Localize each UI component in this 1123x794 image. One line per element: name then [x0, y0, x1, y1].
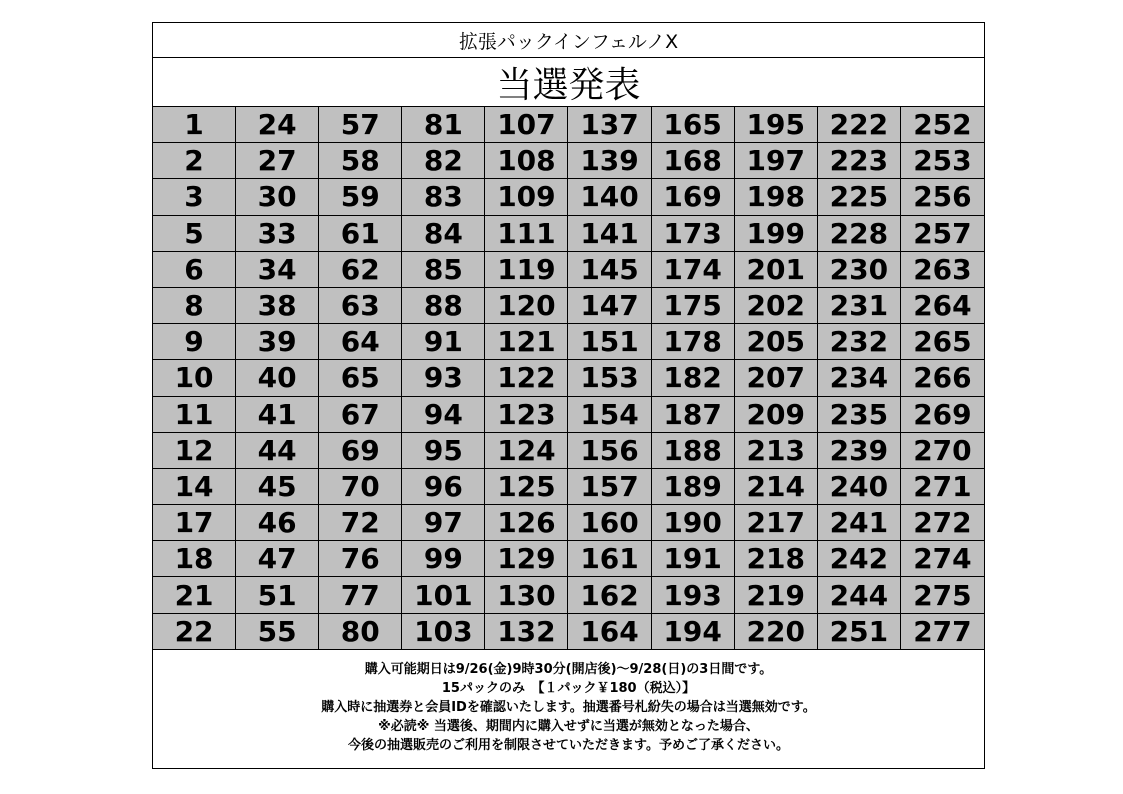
winning-number-cell: 213 [735, 433, 818, 469]
notice-line-purchase-period: 購入可能期日は9/26(金)9時30分(開店後)～9/28(日)の3日間です。 [364, 661, 773, 677]
winning-number-cell: 85 [402, 252, 485, 288]
page-title: 当選発表 [153, 58, 984, 107]
winning-number-cell: 132 [485, 614, 568, 650]
winning-number-cell: 63 [319, 288, 402, 324]
winning-number-cell: 271 [901, 469, 984, 505]
winning-number-cell: 239 [818, 433, 901, 469]
winning-number-cell: 154 [568, 397, 651, 433]
winning-number-cell: 97 [402, 505, 485, 541]
winning-number-cell: 231 [818, 288, 901, 324]
winning-number-cell: 40 [236, 360, 319, 396]
winning-number-cell: 175 [652, 288, 735, 324]
winning-number-cell: 242 [818, 541, 901, 577]
winning-number-cell: 209 [735, 397, 818, 433]
winning-number-cell: 266 [901, 360, 984, 396]
winning-number-cell: 62 [319, 252, 402, 288]
winning-number-cell: 223 [818, 143, 901, 179]
winning-number-cell: 195 [735, 107, 818, 143]
winning-number-cell: 59 [319, 179, 402, 215]
winning-number-cell: 107 [485, 107, 568, 143]
winning-number-cell: 82 [402, 143, 485, 179]
winning-number-cell: 174 [652, 252, 735, 288]
winning-number-cell: 244 [818, 577, 901, 613]
winning-number-cell: 219 [735, 577, 818, 613]
winning-number-cell: 8 [153, 288, 236, 324]
winning-number-cell: 257 [901, 216, 984, 252]
winning-number-cell: 270 [901, 433, 984, 469]
winning-number-cell: 153 [568, 360, 651, 396]
winning-number-cell: 72 [319, 505, 402, 541]
winning-number-cell: 14 [153, 469, 236, 505]
winning-number-cell: 269 [901, 397, 984, 433]
winning-number-cell: 189 [652, 469, 735, 505]
winning-number-cell: 193 [652, 577, 735, 613]
winning-number-cell: 83 [402, 179, 485, 215]
winning-number-cell: 121 [485, 324, 568, 360]
winning-number-cell: 129 [485, 541, 568, 577]
winning-number-cell: 228 [818, 216, 901, 252]
winning-number-cell: 165 [652, 107, 735, 143]
winning-number-cell: 3 [153, 179, 236, 215]
winning-number-cell: 91 [402, 324, 485, 360]
winning-number-cell: 39 [236, 324, 319, 360]
winning-number-cell: 161 [568, 541, 651, 577]
winning-number-cell: 168 [652, 143, 735, 179]
winning-number-cell: 182 [652, 360, 735, 396]
winning-number-cell: 18 [153, 541, 236, 577]
winning-number-cell: 120 [485, 288, 568, 324]
winning-number-cell: 9 [153, 324, 236, 360]
winning-number-cell: 41 [236, 397, 319, 433]
winning-number-cell: 125 [485, 469, 568, 505]
winning-number-cell: 38 [236, 288, 319, 324]
notice-line-verification: 購入時に抽選券と会員IDを確認いたします。抽選番号札紛失の場合は当選無効です。 [321, 699, 816, 715]
winning-number-cell: 151 [568, 324, 651, 360]
winning-number-cell: 34 [236, 252, 319, 288]
winning-number-cell: 81 [402, 107, 485, 143]
winning-number-cell: 57 [319, 107, 402, 143]
winning-number-cell: 188 [652, 433, 735, 469]
winning-number-cell: 6 [153, 252, 236, 288]
winning-number-cell: 263 [901, 252, 984, 288]
notice-line-restriction: 今後の抽選販売のご利用を制限させていただきます。予めご了承ください。 [348, 737, 789, 753]
winning-number-cell: 119 [485, 252, 568, 288]
winning-number-cell: 207 [735, 360, 818, 396]
winning-number-cell: 205 [735, 324, 818, 360]
winning-number-cell: 55 [236, 614, 319, 650]
notice-line-warning: ※必読※ 当選後、期間内に購入せずに当選が無効となった場合、 [378, 718, 759, 734]
winning-number-cell: 33 [236, 216, 319, 252]
winning-number-cell: 88 [402, 288, 485, 324]
winning-number-cell: 64 [319, 324, 402, 360]
winning-number-cell: 96 [402, 469, 485, 505]
winning-number-cell: 27 [236, 143, 319, 179]
winning-number-cell: 24 [236, 107, 319, 143]
lottery-results-sheet [152, 22, 985, 769]
winning-number-cell: 76 [319, 541, 402, 577]
winning-number-cell: 122 [485, 360, 568, 396]
winning-number-cell: 264 [901, 288, 984, 324]
winning-number-cell: 162 [568, 577, 651, 613]
winning-number-cell: 252 [901, 107, 984, 143]
winning-number-cell: 65 [319, 360, 402, 396]
winning-number-cell: 197 [735, 143, 818, 179]
winning-number-cell: 147 [568, 288, 651, 324]
notice-line-price: 15パックのみ 【１パック￥180（税込）】 [441, 680, 696, 696]
winning-number-cell: 220 [735, 614, 818, 650]
notice-text [153, 650, 984, 755]
winning-number-cell: 46 [236, 505, 319, 541]
winning-number-cell: 84 [402, 216, 485, 252]
winning-number-cell: 225 [818, 179, 901, 215]
winning-number-cell: 137 [568, 107, 651, 143]
winning-number-cell: 202 [735, 288, 818, 324]
winning-number-cell: 61 [319, 216, 402, 252]
winning-number-cell: 67 [319, 397, 402, 433]
winning-number-cell: 156 [568, 433, 651, 469]
winning-number-cell: 94 [402, 397, 485, 433]
winning-number-cell: 230 [818, 252, 901, 288]
winning-number-cell: 101 [402, 577, 485, 613]
winning-numbers-grid [153, 107, 984, 650]
winning-number-cell: 217 [735, 505, 818, 541]
winning-number-cell: 191 [652, 541, 735, 577]
winning-number-cell: 160 [568, 505, 651, 541]
winning-number-cell: 1 [153, 107, 236, 143]
winning-number-cell: 80 [319, 614, 402, 650]
winning-number-cell: 232 [818, 324, 901, 360]
winning-number-cell: 130 [485, 577, 568, 613]
winning-number-cell: 164 [568, 614, 651, 650]
winning-number-cell: 30 [236, 179, 319, 215]
winning-number-cell: 44 [236, 433, 319, 469]
winning-number-cell: 93 [402, 360, 485, 396]
winning-number-cell: 218 [735, 541, 818, 577]
winning-number-cell: 275 [901, 577, 984, 613]
winning-number-cell: 277 [901, 614, 984, 650]
winning-number-cell: 253 [901, 143, 984, 179]
winning-number-cell: 109 [485, 179, 568, 215]
winning-number-cell: 198 [735, 179, 818, 215]
winning-number-cell: 21 [153, 577, 236, 613]
winning-number-cell: 51 [236, 577, 319, 613]
winning-number-cell: 272 [901, 505, 984, 541]
winning-number-cell: 234 [818, 360, 901, 396]
winning-number-cell: 2 [153, 143, 236, 179]
winning-number-cell: 5 [153, 216, 236, 252]
winning-number-cell: 140 [568, 179, 651, 215]
winning-number-cell: 141 [568, 216, 651, 252]
winning-number-cell: 157 [568, 469, 651, 505]
winning-number-cell: 124 [485, 433, 568, 469]
winning-number-cell: 69 [319, 433, 402, 469]
winning-number-cell: 194 [652, 614, 735, 650]
winning-number-cell: 265 [901, 324, 984, 360]
winning-number-cell: 10 [153, 360, 236, 396]
winning-number-cell: 45 [236, 469, 319, 505]
winning-number-cell: 190 [652, 505, 735, 541]
winning-number-cell: 145 [568, 252, 651, 288]
winning-number-cell: 103 [402, 614, 485, 650]
winning-number-cell: 169 [652, 179, 735, 215]
winning-number-cell: 241 [818, 505, 901, 541]
winning-number-cell: 178 [652, 324, 735, 360]
winning-number-cell: 47 [236, 541, 319, 577]
winning-number-cell: 173 [652, 216, 735, 252]
winning-number-cell: 11 [153, 397, 236, 433]
winning-number-cell: 17 [153, 505, 236, 541]
winning-number-cell: 235 [818, 397, 901, 433]
winning-number-cell: 99 [402, 541, 485, 577]
winning-number-cell: 126 [485, 505, 568, 541]
winning-number-cell: 58 [319, 143, 402, 179]
product-name: 拡張パックインフェルノX [153, 23, 984, 58]
winning-number-cell: 274 [901, 541, 984, 577]
winning-number-cell: 111 [485, 216, 568, 252]
winning-number-cell: 214 [735, 469, 818, 505]
winning-number-cell: 240 [818, 469, 901, 505]
winning-number-cell: 251 [818, 614, 901, 650]
winning-number-cell: 139 [568, 143, 651, 179]
winning-number-cell: 123 [485, 397, 568, 433]
winning-number-cell: 22 [153, 614, 236, 650]
winning-number-cell: 77 [319, 577, 402, 613]
winning-number-cell: 12 [153, 433, 236, 469]
winning-number-cell: 201 [735, 252, 818, 288]
winning-number-cell: 108 [485, 143, 568, 179]
winning-number-cell: 187 [652, 397, 735, 433]
winning-number-cell: 95 [402, 433, 485, 469]
winning-number-cell: 256 [901, 179, 984, 215]
winning-number-cell: 199 [735, 216, 818, 252]
winning-number-cell: 70 [319, 469, 402, 505]
winning-number-cell: 222 [818, 107, 901, 143]
